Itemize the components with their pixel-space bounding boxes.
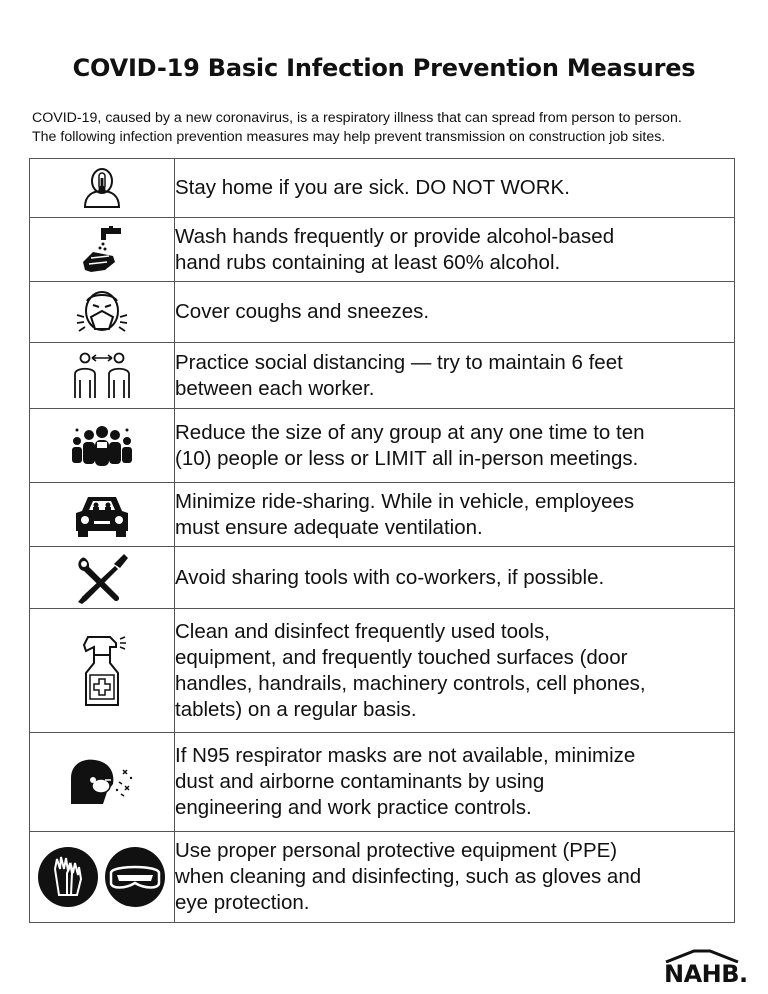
measure-text — [175, 218, 735, 282]
table-row — [30, 832, 735, 923]
icon-cell — [30, 343, 175, 409]
hand-washing-icon — [79, 226, 125, 274]
measure-line: Minimize ride-sharing. While in vehicle, employees — [175, 489, 635, 513]
table-row — [30, 159, 735, 218]
measure-line: dust and airborne contaminants by using — [175, 770, 545, 793]
icon-cell — [30, 483, 175, 547]
measure-line: Stay home if you are sick. DO NOT WORK. — [175, 176, 570, 199]
measure-line: If N95 respirator masks are not available, minimize — [175, 744, 636, 767]
disinfectant-spray-bottle-icon — [76, 633, 128, 709]
icon-cell — [30, 733, 175, 832]
table-row — [30, 483, 735, 547]
measure-line: Wash hands frequently or provide alcohol-based — [175, 224, 615, 248]
wrench-screwdriver-icon — [74, 552, 130, 604]
measure-text — [175, 832, 735, 923]
measure-line: eye protection. — [175, 891, 310, 914]
measure-line: equipment, and frequently touched surfaces (door — [175, 645, 628, 669]
measure-text — [175, 733, 735, 832]
measure-line: engineering and work practice controls. — [175, 796, 532, 819]
icon-cell — [30, 409, 175, 483]
car-passengers-icon — [72, 491, 132, 539]
nahb-logo: NAHB. — [664, 960, 748, 988]
thermometer-person-icon — [79, 167, 125, 209]
measure-text — [175, 483, 735, 547]
measure-line: must ensure adequate ventilation. — [175, 515, 483, 539]
measure-line: Avoid sharing tools with co-workers, if possible. — [175, 565, 605, 589]
icon-cell — [30, 832, 175, 923]
measure-text — [175, 609, 735, 733]
measure-line: (10) people or less or LIMIT all in-person meetings. — [175, 446, 639, 470]
icon-cell — [30, 218, 175, 282]
measure-line: when cleaning and disinfecting, such as gloves and — [175, 865, 642, 888]
table-row — [30, 733, 735, 832]
measure-text — [175, 282, 735, 343]
measure-line: tablets) on a regular basis. — [175, 697, 417, 721]
measure-line: Cover coughs and sneezes. — [175, 300, 430, 323]
icon-cell — [30, 282, 175, 343]
measures-table — [29, 158, 735, 923]
intro-line-1: COVID-19, caused by a new coronavirus, is a respiratory illness that can spread from person to person. — [32, 110, 682, 126]
respirator-mask-icon — [67, 758, 137, 806]
table-row — [30, 343, 735, 409]
table-row — [30, 409, 735, 483]
social-distancing-icon — [73, 352, 131, 400]
icon-cell — [30, 159, 175, 218]
measure-line: Practice social distancing — try to maintain 6 feet — [175, 350, 623, 374]
intro-line-2: The following infection prevention measures may help prevent transmission on construction job sites. — [32, 129, 666, 145]
measure-line: Use proper personal protective equipment (PPE) — [175, 839, 618, 862]
measure-line: handles, handrails, machinery controls, cell phones, — [175, 671, 646, 695]
table-row — [30, 609, 735, 733]
group-of-people-icon — [70, 425, 134, 467]
sneezing-face-icon — [75, 287, 129, 337]
table-row — [30, 218, 735, 282]
measure-line: hand rubs containing at least 60% alcohol. — [175, 250, 561, 274]
measure-text — [175, 547, 735, 609]
gloves-goggles-icon — [37, 845, 167, 909]
table-row — [30, 282, 735, 343]
intro-paragraph — [32, 109, 742, 147]
measure-line: between each worker. — [175, 376, 375, 400]
icon-cell — [30, 609, 175, 733]
measure-line: Clean and disinfect frequently used tools, — [175, 619, 550, 643]
measure-text — [175, 159, 735, 218]
table-row — [30, 547, 735, 609]
measure-line: Reduce the size of any group at any one time to ten — [175, 420, 645, 444]
measure-text — [175, 343, 735, 409]
page-title: COVID-19 Basic Infection Prevention Measures — [72, 54, 696, 82]
icon-cell — [30, 547, 175, 609]
measure-text — [175, 409, 735, 483]
